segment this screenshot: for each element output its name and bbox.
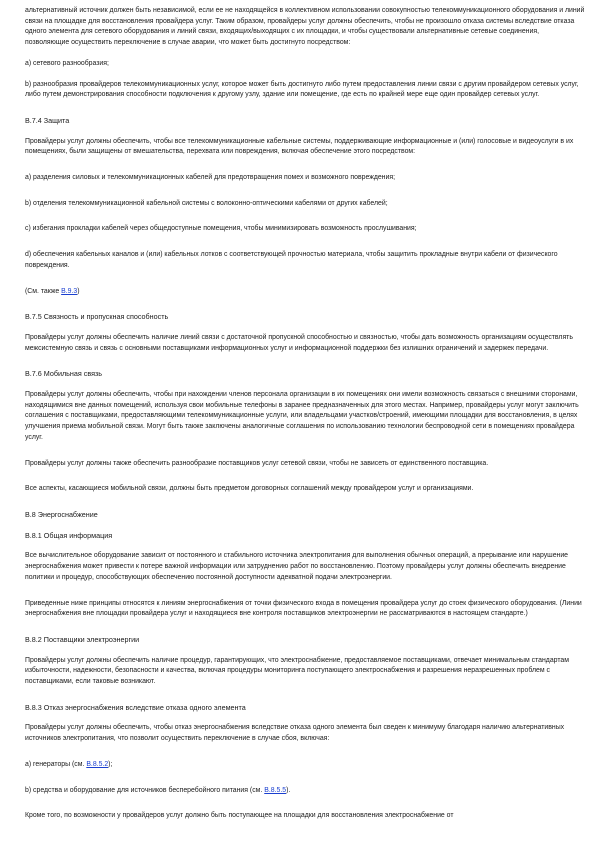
- paragraph: Все аспекты, касающиеся мобильной связи, должны быть предметом договорных соглашений между провайдером услуг и организациями.: [25, 485, 474, 493]
- paragraph: Все вычислительное оборудование зависит от постоянного и стабильного источника электропитания для выполнения обычных операций, а прерывание или нарушение энергоснабжения может привести к потере важной информации или затруднению работ по восстановлению. Поэтому провайдеры услуг должны обеспечить внедрение политики и процедур, способствующих обеспечению постоянной доступности адекватной подачи электроэнергии.: [25, 552, 569, 581]
- list-item: b) отделения телекоммуникационной кабельной системы с волоконно-оптическими кабелями от других кабелей;: [25, 199, 388, 207]
- section-heading: B.7.5 Связность и пропускная способность: [25, 312, 169, 322]
- paragraph: Провайдеры услуг должны обеспечить, чтобы отказ энергоснабжения вследствие отказа одного элемента был сведен к минимуму благодаря наличию альтернативных источников электропитания, что позволит осуществить переключение в случае сбоя, включая:: [25, 724, 565, 743]
- see-also: [25, 287, 585, 298]
- list-item: a) разделения силовых и телекоммуникационных кабелей для предотвращения помех и возможного повреждения;: [25, 174, 395, 182]
- list-item-suffix: );: [108, 760, 113, 768]
- xref-link[interactable]: B.9.3: [61, 287, 78, 295]
- section-heading: B.8 Энергоснабжение: [25, 509, 98, 519]
- paragraph: Приведенные ниже принципы относятся к линиям энергоснабжения от точки физического входа в помещения провайдера услуг до стоек физического оборудования. (Линии энергоснабжения вне площадки провайдера услуг и находящиеся вне контроля поставщиков электроэнергии не рассматриваются в настоящем стандарте.): [25, 599, 582, 618]
- section-heading: B.7.6 Мобильная связь: [25, 369, 103, 379]
- list-item: a) сетевого разнообразия;: [25, 59, 109, 67]
- list-item-prefix: a) генераторы (см.: [25, 760, 87, 768]
- paragraph: Провайдеры услуг должны обеспечить, чтобы при нахождении членов персонала организации в их помещениях они имели возможность связаться с внешними сторонами, находящимися вне данных помещений, используя свои мобильные телефоны в заранее предназначенных для этого местах. Например, провайдеры услуг могут заключить соглашения с поставщиками, предоставляющими телекоммуникационные услуги, или владельцами участков/строений, имеющими площадки для восстановления, в целях улучшения приема мобильной связи. Могут быть также заключены аналогичные соглашения по использованию технологии беспроводной сети в помещениях провайдера услуг.: [25, 391, 579, 441]
- xref-link[interactable]: B.8.5.2: [86, 760, 109, 768]
- see-also-suffix: ): [77, 287, 80, 295]
- list-item: [25, 786, 585, 797]
- section-heading: B.8.3 Отказ энергоснабжения вследствие отказа одного элемента: [25, 702, 246, 712]
- list-item: c) избегания прокладки кабелей через общедоступные помещения, чтобы минимизировать возможность прослушивания;: [25, 225, 417, 233]
- list-item: d) обеспечения кабельных каналов и (или) кабельных лотков с соответствующей прочностью материала, чтобы защитить прокладные внутри кабели от физического повреждения.: [25, 251, 558, 269]
- see-also-prefix: (См. также: [25, 287, 62, 295]
- paragraph: Кроме того, по возможности у провайдеров услуг должно быть поступающее на площадки для восстановления электроснабжение от: [25, 812, 454, 820]
- paragraph: Провайдеры услуг должны также обеспечить разнообразие поставщиков услуг сетевой связи, чтобы не зависеть от единственного поставщика.: [25, 459, 489, 467]
- paragraph: альтернативный источник должен быть независимой, если ее не находящейся в коллективном использовании совокупностью телекоммуникационного оборудования и линий связи на площадке для восстановления провайдера услуг. Таким образом, провайдеры услуг должны обеспечить, чтобы не произошло отказа системы вследствие отказа одного элемента для сетевого оборудования и линий связи, входящих/выходящих с их площадки, и чтобы существовали альтернативные сетевые соединения, позволяющие осуществить переключение в случае аварии, что может быть достигнуто посредством:: [25, 7, 585, 47]
- list-item: [25, 760, 585, 771]
- paragraph: Провайдеры услуг должны обеспечить, чтобы все телекоммуникационные кабельные системы, поддерживающие информационные и (или) голосовые и видеоуслуги в их помещениях, были защищены от вмешательства, перехвата или повреждения, включая обеспечение этого посредством:: [25, 137, 574, 156]
- list-item-suffix: ).: [286, 786, 291, 794]
- xref-link[interactable]: B.8.5.5: [264, 786, 287, 794]
- section-heading: B.8.2 Поставщики электроэнергии: [25, 634, 140, 644]
- section-heading: B.7.4 Защита: [25, 115, 70, 125]
- section-heading: B.8.1 Общая информация: [25, 530, 113, 540]
- list-item-prefix: b) средства и оборудование для источников бесперебойного питания (см.: [25, 786, 265, 794]
- list-item: b) разнообразия провайдеров телекоммуникационных услуг, которое может быть достигнуто либо путем предоставления линии связи с другим провайдером сетевых услуг, либо путем демонстрирования способности подключения к другому узлу, здание или помещение, где есть по крайней мере еще один провайдер сетевых услуг.: [25, 80, 579, 99]
- paragraph: Провайдеры услуг должны обеспечить наличие линий связи с достаточной пропускной способностью и связностью, чтобы дать возможность организациям осуществлять межсистемную связь и связь с основными поставщиками информационных услуг и информационной поддержки без излишних ограничений и задержек передачи.: [25, 333, 573, 352]
- paragraph: Провайдеры услуг должны обеспечить наличие процедур, гарантирующих, что электроснабжение, предоставляемое поставщиками, отвечает минимальным стандартам избыточности, надежности, безопасности и качества, включая процедуры мониторинга поступающего электроснабжения и разрешения неразрешенных проблем с поставщиками, если таковые возникают.: [25, 656, 569, 686]
